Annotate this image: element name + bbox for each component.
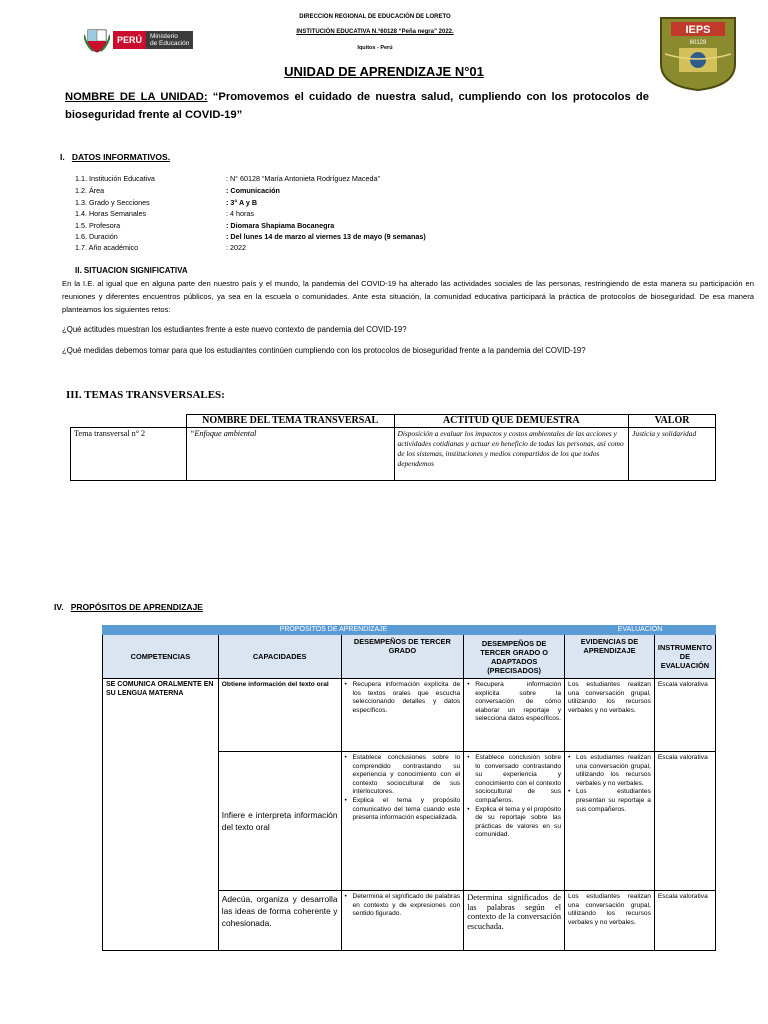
peru-coat-of-arms-icon (84, 27, 110, 53)
info-label: 1.7. Año académico (75, 243, 139, 252)
evidence-cell: Los estudiantes realizan una conversación grupal, utilizando los recursos verbales y no verbales. (565, 679, 655, 752)
table-header-empty (71, 415, 187, 428)
info-value: : Diomara Shapiama Bocanegra (226, 221, 335, 230)
ministry-label (146, 31, 193, 49)
ministry-line2: de Educación (150, 40, 190, 47)
table-header: NOMBRE DEL TEMA TRANSVERSAL (186, 415, 394, 428)
header-line-2: INSTITUCIÓN EDUCATIVA N.°60128 “Peña negra” 2022. (296, 29, 454, 35)
instrument-cell: Escala valorativa (654, 891, 715, 951)
info-value: : N° 60128 “María Antonieta Rodríguez Maceda” (226, 174, 380, 183)
table-header: EVIDENCIAS DE APRENDIZAJE (565, 635, 655, 679)
header-line-3: Iquitos - Perú (357, 45, 393, 51)
section-4-heading (54, 602, 203, 612)
table-band-row (103, 626, 716, 635)
section-1-title: DATOS INFORMATIVOS. (71, 152, 171, 162)
adapted-performance-cell (464, 679, 565, 752)
adapted-performance-cell (464, 752, 565, 891)
instrument-cell: Escala valorativa (654, 752, 715, 891)
section-4-number: IV. (54, 602, 64, 612)
table-header: CAPACIDADES (218, 635, 341, 679)
instrument-cell: Escala valorativa (654, 679, 715, 752)
table-header: DESEMPEÑOS DE TERCER GRADO O ADAPTADOS (PRECISADOS) (464, 635, 565, 679)
table-row (103, 679, 716, 752)
list-item: • Establece conclusión sobre lo conversado contrastando su experiencia y conocimiento con el contexto sociocultural de sus compañeros. (467, 754, 561, 806)
info-value: : Del lunes 14 de marzo al viernes 13 de mayo (9 semanas) (226, 232, 426, 241)
info-value: : 2022 (226, 243, 246, 252)
list-item: • Establece conclusiones sobre lo comprendido contrastando su experiencia y conocimiento con el contexto sociocultural de sus interlocutores. (345, 754, 461, 797)
challenge-question-2: ¿Qué medidas debemos tomar para que los estudiantes continúen cumpliendo con los protocolos de bioseguridad frente a la pandemia del COVID-19? (62, 346, 586, 355)
peru-label: PERÚ (113, 31, 146, 49)
info-label: 1.4. Horas Semanales (75, 209, 147, 218)
table-cell: Justicia y solidaridad (629, 428, 716, 481)
table-row (71, 428, 716, 481)
table-cell: Tema transversal n° 2 (71, 428, 187, 481)
band-evaluation: EVALUACIÓN (565, 626, 716, 635)
learning-purposes-table (102, 625, 716, 951)
performance-cell (341, 679, 464, 752)
transversal-themes-table (70, 414, 716, 481)
table-header: ACTITUD QUE DEMUESTRA (394, 415, 629, 428)
info-value: : 4 horas (226, 209, 254, 218)
info-value: : 3° A y B (226, 198, 258, 207)
list-item: • Explica el tema y propósito comunicativo del tema cuando este presenta información especializada. (345, 797, 461, 823)
peru-ministry-logo (84, 26, 210, 54)
section-2-heading: II. SITUACION SIGNIFICATIVA (75, 266, 188, 275)
competence-cell: SE COMUNICA ORALMENTE EN SU LENGUA MATERNA (103, 679, 219, 951)
info-value: : Comunicación (226, 186, 280, 195)
capacity-cell: Obtiene información del texto oral (218, 679, 341, 752)
table-cell: “Enfoque ambiental (186, 428, 394, 481)
table-header: DESEMPEÑOS DE TERCER GRADO (341, 635, 464, 679)
unit-name-text: “Promovemos el cuidado de nuestra salud, cumpliendo con los protocolos de bioseguridad frente al COVID-19” (65, 91, 649, 121)
section-1-heading (60, 152, 170, 162)
table-cell: Disposición a evaluar los impactos y costos ambientales de las acciones y actividades cotidianas y actuar en beneficio de todas las personas, así como de los sistemas, instituciones y medios compartidos de los que todos dependemos (394, 428, 629, 481)
table-header: VALOR (629, 415, 716, 428)
unit-name (65, 88, 649, 124)
info-label: 1.3. Grado y Secciones (75, 198, 150, 207)
performance-cell (341, 891, 464, 951)
unit-title: UNIDAD DE APRENDIZAJE N°01 (284, 64, 484, 79)
challenge-question-1: ¿Qué actitudes muestran los estudiantes frente a este nuevo contexto de pandemia del COVID-19? (62, 325, 407, 334)
svg-text:60128: 60128 (689, 40, 707, 46)
unit-name-label: NOMBRE DE LA UNIDAD: (65, 91, 208, 103)
list-item: • Los estudiantes realizan una conversación grupal, utilizando los recursos verbales y no verbales. (568, 754, 651, 788)
capacity-cell: Infiere e interpreta información del texto oral (218, 752, 341, 891)
capacity-cell: Adecúa, organiza y desarrolla las ideas de forma coherente y cohesionada. (218, 891, 341, 951)
section-1-number: I. (60, 152, 65, 162)
info-label: 1.5. Profesora (75, 221, 121, 230)
list-item: • Los estudiantes presentan su reportaje a sus compañeros. (568, 788, 651, 814)
section-3-heading: III. TEMAS TRANSVERSALES: (66, 389, 225, 401)
adapted-performance-cell: Determina significados de las palabras según el contexto de la conversación escuchada. (464, 891, 565, 951)
school-logo-icon (657, 14, 739, 92)
evidence-cell: Los estudiantes realizan una conversación grupal, utilizando los recursos verbales y no verbales. (565, 891, 655, 951)
svg-text:IEPS: IEPS (685, 24, 711, 36)
info-label: 1.2. Área (75, 186, 105, 195)
situation-paragraph: En la I.E. al igual que en alguna parte den nuestro país y el mundo, la pandemia del COVID-19 ha alterado las actividades sociales de las personas, restringiendo de esta manera su participación en reuniones y diferentes encuentros públicos, ya sea en la escuela o comunidades. Ante esta situación, la comunidad educativa participará la práctica de protocolos de bioseguridad. De esa manera planteamos los siguientes retos: (62, 279, 754, 314)
table-header-row (71, 415, 716, 428)
info-label: 1.6. Duración (75, 232, 118, 241)
info-label: 1.1. Institución Educativa (75, 174, 155, 183)
ministry-line1: Ministerio (150, 33, 178, 40)
list-item: • Recupera información explícita de los textos orales que escucha seleccionando detalles y datos específicos. (345, 681, 461, 715)
evidence-cell (565, 752, 655, 891)
table-header: INSTRUMENTO DE EVALUACIÓN (654, 635, 715, 679)
header-line-1: DIRECCION REGIONAL DE EDUCACIÓN DE LORETO (299, 14, 451, 20)
table-header-row (103, 635, 716, 679)
table-header: COMPETENCIAS (103, 635, 219, 679)
list-item: • Determina el significado de palabras en contexto y de expresiones con sentido figurado. (345, 893, 461, 919)
list-item: • Explica el tema y el propósito de su reportaje sobre las prácticas de valores en su comunidad. (467, 806, 561, 840)
section-4-title: PROPÓSITOS DE APRENDIZAJE (70, 602, 203, 612)
list-item: • Recupera información explícita sobre la conversación de cómo elaborar un reportaje y selecciona datos específicos. (467, 681, 561, 724)
performance-cell (341, 752, 464, 891)
band-purposes: PROPÓSITOS DE APRENDIZAJE (103, 626, 565, 635)
